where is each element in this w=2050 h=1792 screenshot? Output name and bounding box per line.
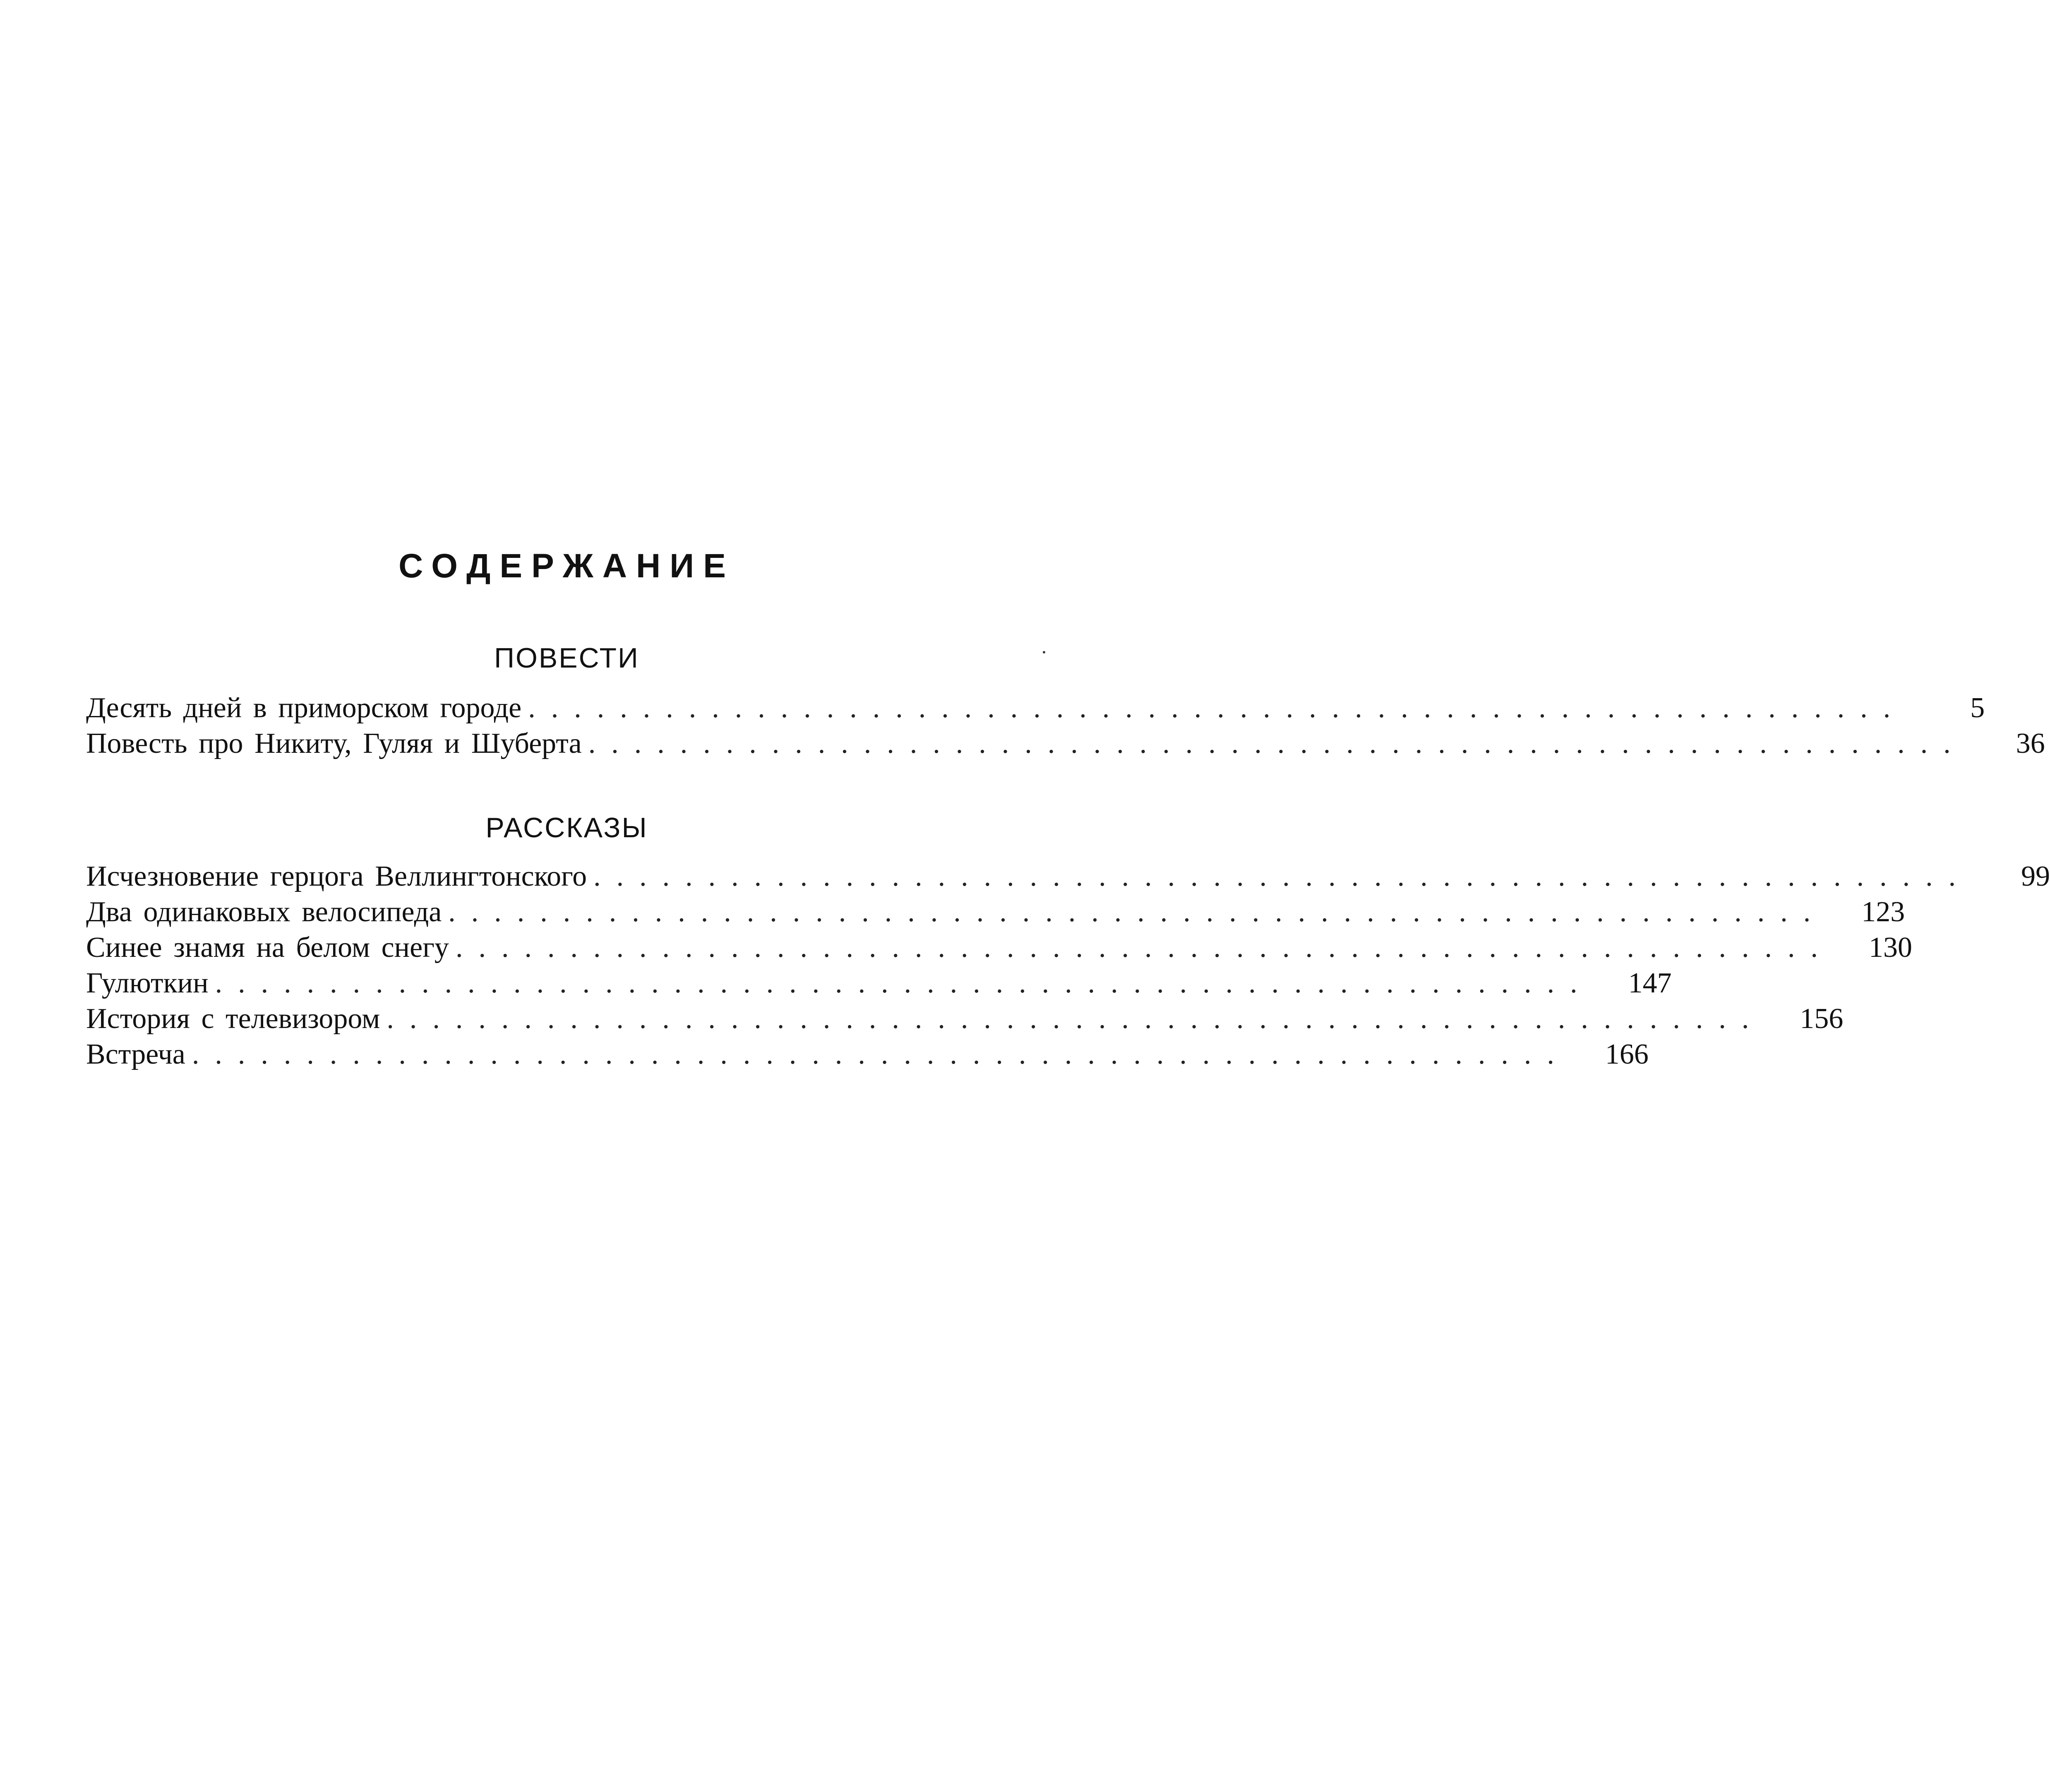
dot-leader: ............................................................ [528, 692, 1906, 724]
toc-list-rasskazy [86, 859, 2050, 1072]
toc-entry-page: 156 [1800, 1003, 1844, 1035]
dot-leader: ............................................................ [386, 1003, 1765, 1035]
toc-entry[interactable] [86, 726, 2045, 761]
toc-entry-title: Повесть про Никиту, Гуляя и Шуберта [86, 728, 582, 759]
toc-entry-page: 166 [1605, 1038, 1649, 1070]
section-heading-rasskazy: РАССКАЗЫ [485, 812, 648, 843]
toc-entry[interactable] [86, 894, 1905, 930]
toc-list-povesti [86, 690, 2045, 761]
toc-entry-page: 147 [1628, 967, 1672, 999]
toc-entry-page: 5 [1970, 692, 1985, 724]
toc-entry-title: Десять дней в приморском городе [86, 692, 522, 724]
dot-leader: ............................................................ [215, 967, 1593, 999]
dot-leader: ............................................................ [588, 728, 1966, 759]
toc-entry-page: 123 [1861, 896, 1905, 928]
toc-entry-title: Два одинаковых велосипеда [86, 896, 442, 928]
toc-entry[interactable] [86, 859, 2050, 894]
dot-leader: ............................................................ [192, 1038, 1570, 1070]
dot-leader: ............................................................ [593, 860, 1972, 892]
dot-leader: ............................................................ [448, 896, 1827, 928]
toc-entry-title: Встреча [86, 1038, 185, 1070]
toc-entry-page: 130 [1868, 932, 1912, 963]
toc-entry[interactable] [86, 1037, 1649, 1072]
toc-entry[interactable] [86, 966, 1672, 1001]
dot-leader: ............................................................ [455, 932, 1834, 963]
toc-entry-page: 36 [2016, 728, 2045, 759]
toc-entry-title: Исчезновение герцога Веллингтонского [86, 860, 587, 892]
toc-entry-page: 99 [2021, 860, 2050, 892]
toc-entry[interactable] [86, 930, 1912, 966]
toc-title: СОДЕРЖАНИЕ [398, 547, 735, 585]
toc-entry-title: Синее знамя на белом снегу [86, 932, 449, 963]
toc-entry-title: История с телевизором [86, 1003, 380, 1035]
toc-entry[interactable] [86, 690, 1985, 726]
section-heading-povesti: ПОВЕСТИ [494, 642, 639, 674]
toc-entry-title: Гулюткин [86, 967, 209, 999]
toc-entry[interactable] [86, 1001, 1844, 1037]
